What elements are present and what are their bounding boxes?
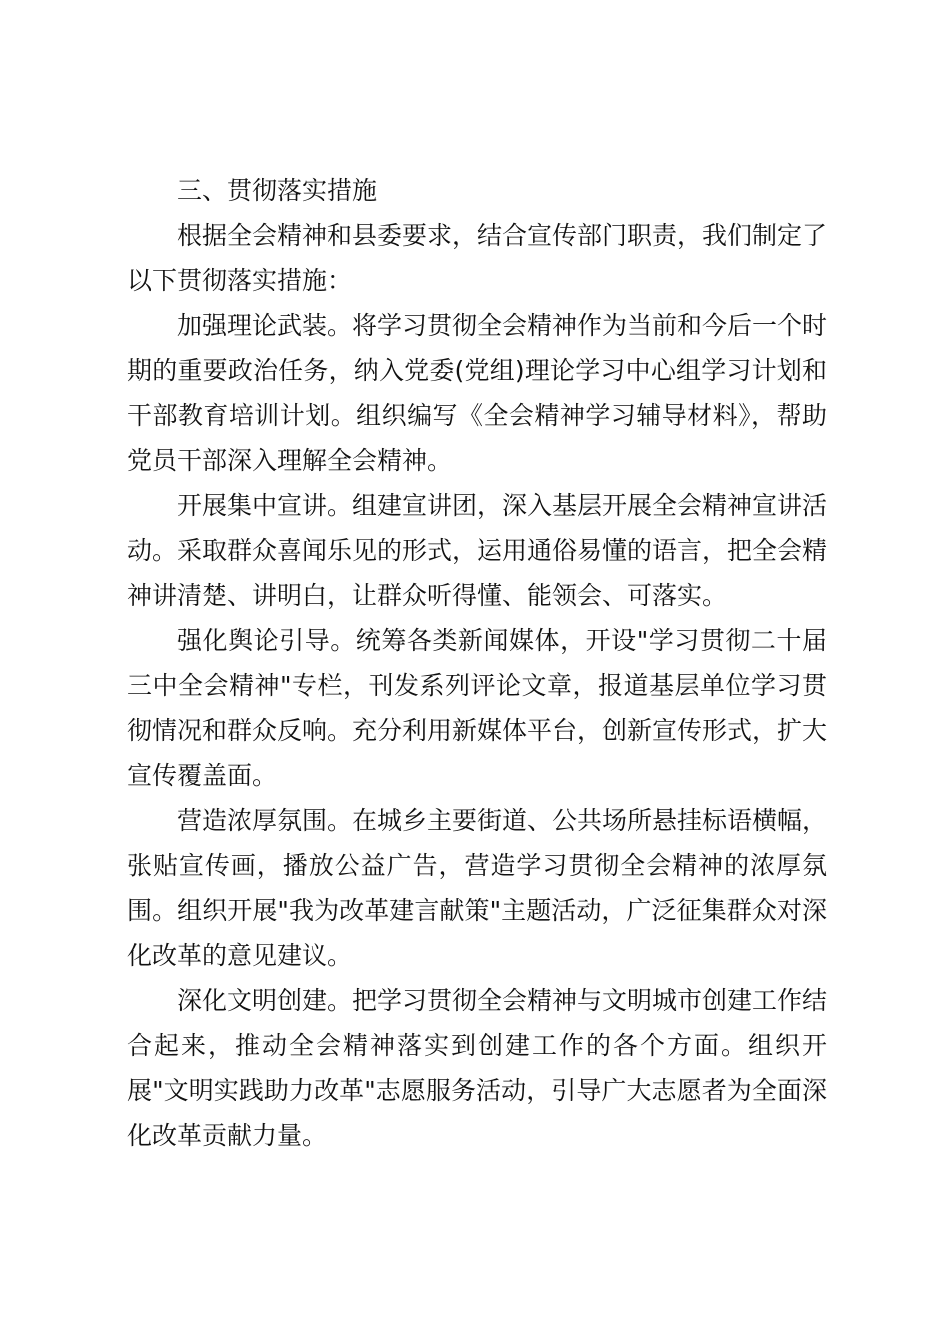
paragraph-civilization: 深化文明创建。把学习贯彻全会精神与文明城市创建工作结合起来，推动全会精神落实到创建工作的各个方面。组织开展"文明实践助力改革"志愿服务活动，引导广大志愿者为全面深化改革贡献力量。 bbox=[127, 986, 828, 1150]
paragraph-public-opinion: 强化舆论引导。统筹各类新闻媒体，开设"学习贯彻二十届三中全会精神"专栏，刊发系列评论文章，报道基层单位学习贯彻情况和群众反响。充分利用新媒体平台，创新宣传形式，扩大宣传覆盖面。 bbox=[127, 626, 828, 790]
paragraph-lectures: 开展集中宣讲。组建宣讲团，深入基层开展全会精神宣讲活动。采取群众喜闻乐见的形式，运用通俗易懂的语言，把全会精神讲清楚、讲明白，让群众听得懂、能领会、可落实。 bbox=[127, 491, 828, 610]
section-heading: 三、贯彻落实措施 bbox=[177, 176, 378, 205]
paragraph-theory: 加强理论武装。将学习贯彻全会精神作为当前和今后一个时期的重要政治任务，纳入党委(党组)理论学习中心组学习计划和干部教育培训计划。组织编写《全会精神学习辅导材料》，帮助党员干部深入理解全会精神。 bbox=[127, 311, 828, 475]
paragraph-intro: 根据全会精神和县委要求，结合宣传部门职责，我们制定了以下贯彻落实措施： bbox=[127, 221, 828, 295]
document-body bbox=[127, 168, 827, 1158]
paragraph-atmosphere: 营造浓厚氛围。在城乡主要街道、公共场所悬挂标语横幅，张贴宣传画，播放公益广告，营造学习贯彻全会精神的浓厚氛围。组织开展"我为改革建言献策"主题活动，广泛征集群众对深化改革的意见建议。 bbox=[127, 806, 828, 970]
